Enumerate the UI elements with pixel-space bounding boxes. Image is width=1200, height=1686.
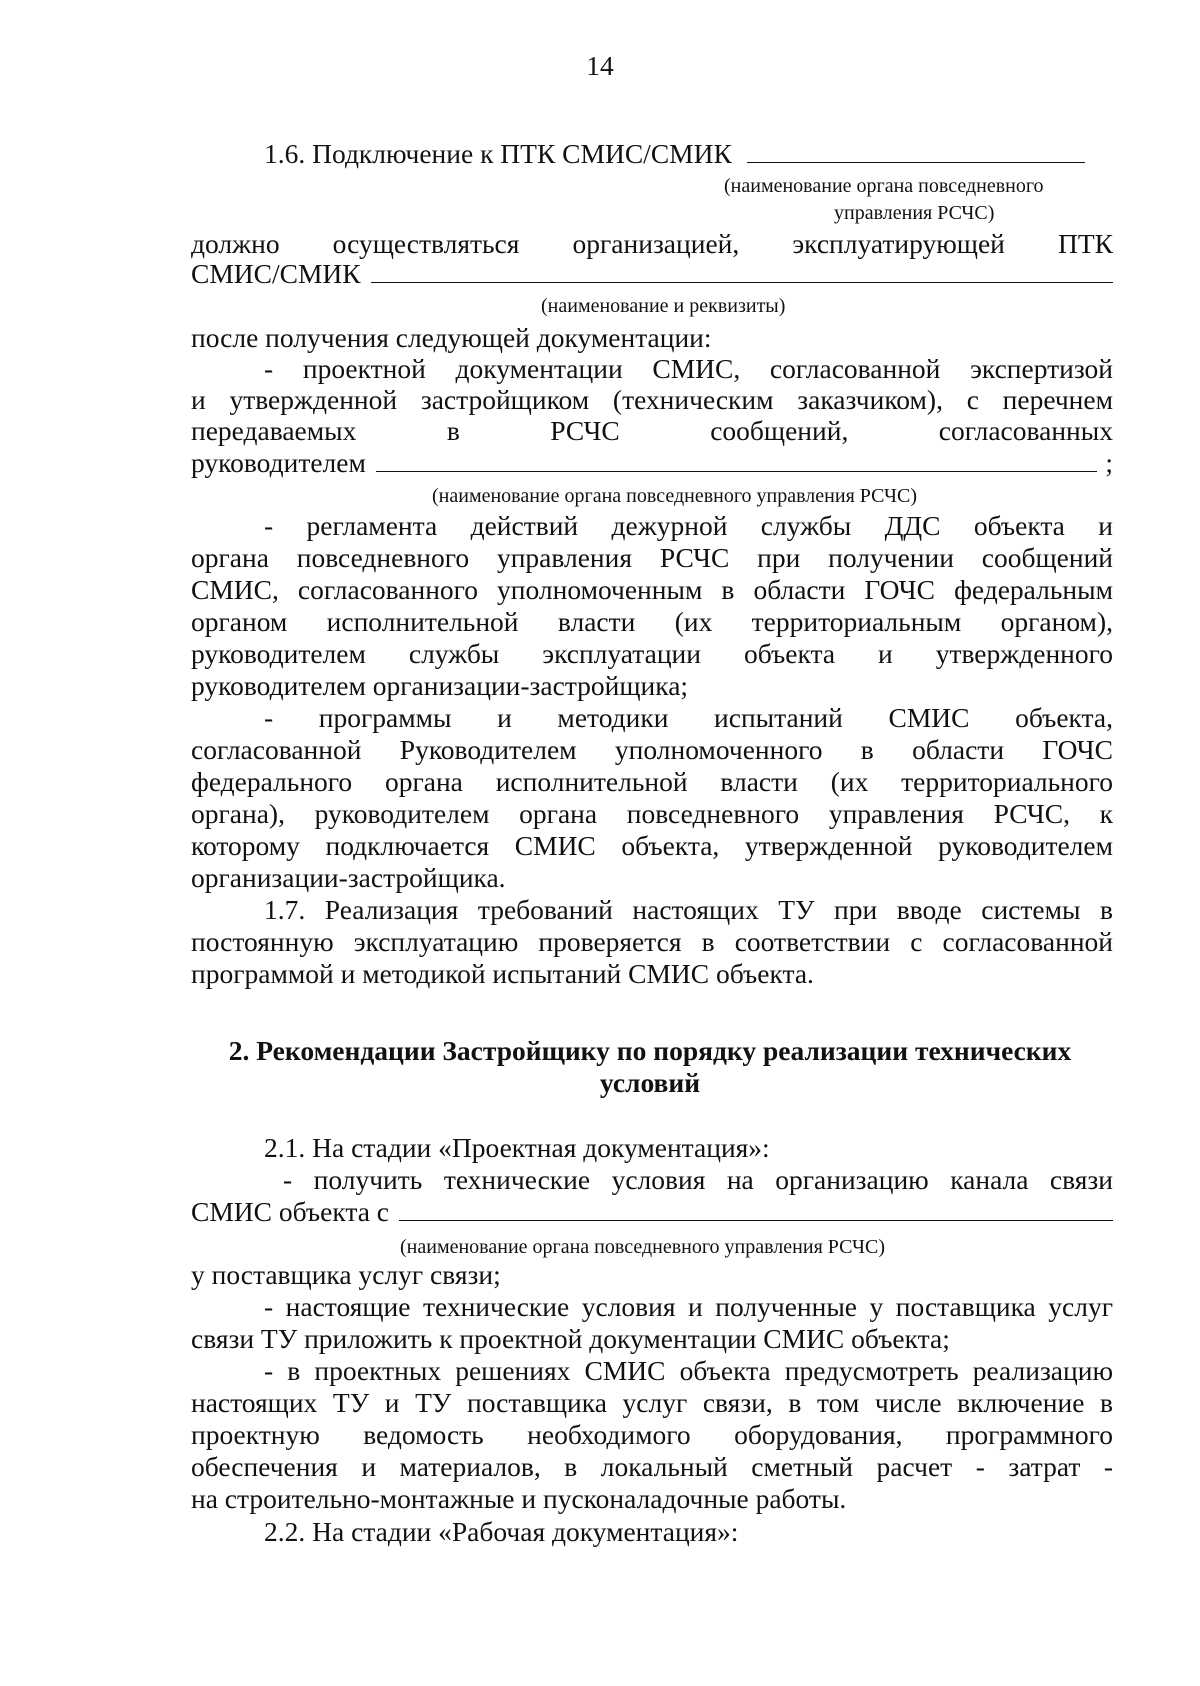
section-heading: условий	[599, 1067, 701, 1098]
note-requisites: (наименование и реквизиты)	[541, 295, 786, 317]
page-number: 14	[586, 50, 614, 81]
bullet-line: обеспечения и материалов, в локальный сметный расчет - затрат -	[191, 1451, 1113, 1482]
bullet-line: - программы и методики испытаний СМИС объекта,	[264, 702, 1113, 733]
paragraph-line: после получения следующей документации:	[191, 322, 712, 353]
bullet-line: органом исполнительной власти (их территориальным органом),	[191, 606, 1113, 637]
bullet-line: на строительно-монтажные и пусконаладочные работы.	[191, 1483, 847, 1514]
line-end-punct: ;	[1105, 447, 1113, 478]
bullet-line: - проектной документации СМИС, согласованной экспертизой	[264, 353, 1113, 384]
bullet-line: проектную ведомость необходимого оборудования, программного	[191, 1419, 1113, 1450]
subsection-title: 2.1. На стадии «Проектная документация»:	[264, 1132, 770, 1163]
bullet-line: СМИС, согласованного уполномоченным в области ГОЧС федеральным	[191, 574, 1113, 605]
blank-line	[747, 140, 1085, 163]
blank-line	[399, 1198, 1113, 1221]
bullet-line: - регламента действий дежурной службы ДДС объекта и	[264, 510, 1113, 541]
blank-line	[371, 260, 1113, 283]
line-text: СМИС объекта с	[191, 1196, 389, 1227]
bullet-line-with-blank	[191, 1196, 1113, 1228]
bullet-line: настоящих ТУ и ТУ поставщика услуг связи, в том числе включение в	[191, 1387, 1113, 1418]
note-organ-full: (наименование органа повседневного управления РСЧС)	[400, 1236, 885, 1258]
bullet-line: передаваемых в РСЧС сообщений, согласованных	[191, 415, 1113, 446]
bullet-line: у поставщика услуг связи;	[191, 1259, 501, 1290]
bullet-line: которому подключается СМИС объекта, утвержденной руководителем	[191, 830, 1113, 861]
paragraph-line: программой и методикой испытаний СМИС объекта.	[191, 958, 814, 989]
bullet-line: согласованной Руководителем уполномоченного в области ГОЧС	[191, 734, 1113, 765]
section-1-6-lead-text: 1.6. Подключение к ПТК СМИС/СМИК	[264, 138, 732, 169]
line-text: руководителем	[191, 447, 366, 478]
paragraph-line: должно осуществляться организацией, эксплуатирующей ПТК	[191, 228, 1113, 259]
bullet-line: и утвержденной застройщиком (техническим заказчиком), с перечнем	[191, 384, 1113, 415]
bullet-line: руководителем службы эксплуатации объекта и утвержденного	[191, 638, 1113, 669]
bullet-line: органа), руководителем органа повседневного управления РСЧС, к	[191, 798, 1113, 829]
bullet-line: федерального органа исполнительной власти (их территориального	[191, 766, 1113, 797]
bullet-line: - получить технические условия на организацию канала связи	[283, 1164, 1113, 1195]
subsection-title: 2.2. На стадии «Рабочая документация»:	[264, 1516, 739, 1547]
paragraph-line: 1.7. Реализация требований настоящих ТУ при вводе системы в	[264, 894, 1113, 925]
bullet-line: - настоящие технические условия и полученные у поставщика услуг	[264, 1291, 1113, 1322]
bullet-line: организации-застройщика.	[191, 862, 506, 893]
bullet-line-with-blank	[191, 447, 1113, 479]
bullet-line: - в проектных решениях СМИС объекта предусмотреть реализацию	[264, 1355, 1113, 1386]
bullet-line: связи ТУ приложить к проектной документации СМИС объекта;	[191, 1323, 950, 1354]
paragraph-line: постоянную эксплуатацию проверяется в соответствии с согласованной	[191, 926, 1113, 957]
line-text: СМИС/СМИК	[191, 258, 361, 289]
section-1-6-lead	[264, 138, 1114, 170]
bullet-line: органа повседневного управления РСЧС при получении сообщений	[191, 542, 1113, 573]
section-heading: 2. Рекомендации Застройщику по порядку реализации технических	[228, 1035, 1072, 1066]
paragraph-line-with-blank	[191, 258, 1113, 290]
note-organ-full: (наименование органа повседневного управления РСЧС)	[432, 485, 917, 507]
note-organ-line2: управления РСЧС)	[834, 202, 995, 224]
blank-line	[376, 449, 1097, 472]
note-organ-line1: (наименование органа повседневного	[724, 175, 1044, 197]
bullet-line: руководителем организации-застройщика;	[191, 670, 689, 701]
